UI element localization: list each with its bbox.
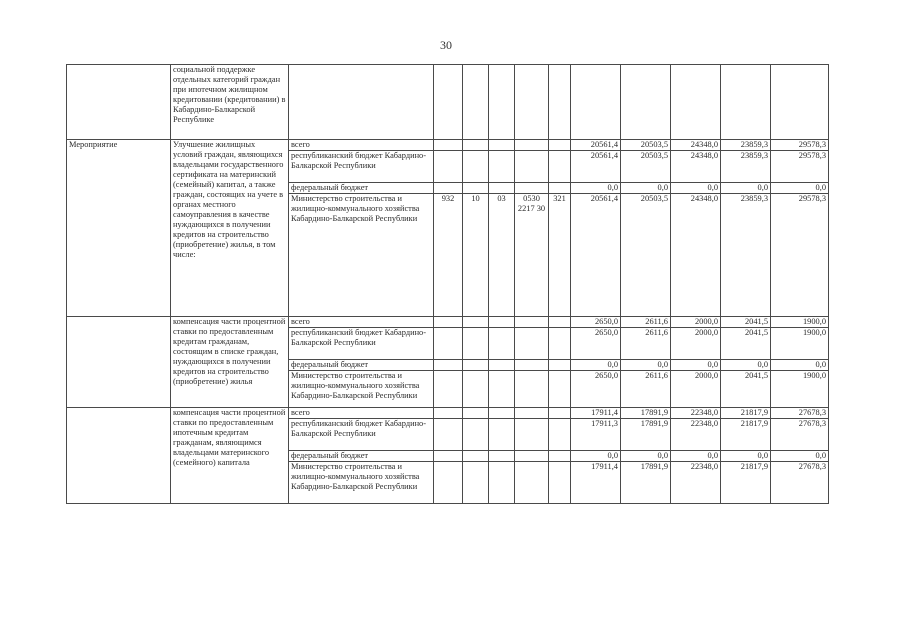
budget-code-cell bbox=[489, 317, 515, 328]
amount-cell: 2611,6 bbox=[621, 328, 671, 360]
budget-code-cell bbox=[434, 451, 463, 462]
amount-cell: 29578,3 bbox=[771, 140, 829, 151]
amount-cell: 20503,5 bbox=[621, 140, 671, 151]
amount-cell: 20561,4 bbox=[571, 140, 621, 151]
budget-code-cell bbox=[434, 183, 463, 194]
budget-table bbox=[66, 64, 829, 504]
budget-code-cell: 321 bbox=[549, 194, 571, 317]
amount-cell: 20503,5 bbox=[621, 194, 671, 317]
amount-cell: 2000,0 bbox=[671, 317, 721, 328]
page-number: 30 bbox=[440, 38, 452, 52]
budget-code-cell bbox=[463, 65, 489, 140]
amount-cell: 0,0 bbox=[571, 451, 621, 462]
amount-cell: 0,0 bbox=[721, 360, 771, 371]
amount-cell: 0,0 bbox=[621, 183, 671, 194]
budget-code-cell bbox=[489, 65, 515, 140]
amount-cell: 0,0 bbox=[721, 451, 771, 462]
amount-cell: 17891,9 bbox=[621, 462, 671, 504]
budget-code-cell: 932 bbox=[434, 194, 463, 317]
amount-cell: 17911,4 bbox=[571, 408, 621, 419]
budget-code-cell bbox=[489, 462, 515, 504]
amount-cell: 27678,3 bbox=[771, 419, 829, 451]
budget-code-cell bbox=[515, 183, 549, 194]
budget-code-cell bbox=[549, 140, 571, 151]
amount-cell bbox=[721, 65, 771, 140]
budget-code-cell bbox=[549, 462, 571, 504]
amount-cell: 0,0 bbox=[571, 183, 621, 194]
budget-code-cell: 10 bbox=[463, 194, 489, 317]
budget-code-cell bbox=[489, 408, 515, 419]
budget-code-cell bbox=[515, 371, 549, 408]
amount-cell: 2041,5 bbox=[721, 317, 771, 328]
amount-cell bbox=[621, 65, 671, 140]
budget-code-cell bbox=[515, 317, 549, 328]
measure-description-cell: компенсация части процентной ставки по предоставленным кредитам гражданам, состоящим в списке граждан, нуждающихся в получении кредитов на строительство (приобретение) жилья bbox=[171, 317, 289, 408]
amount-cell: 17891,9 bbox=[621, 419, 671, 451]
budget-code-cell bbox=[463, 317, 489, 328]
funding-source-cell: Министерство строительства и жилищно-коммунального хозяйства Кабардино-Балкарской Республики bbox=[289, 371, 434, 408]
funding-source-cell: всего bbox=[289, 408, 434, 419]
budget-code-cell bbox=[434, 140, 463, 151]
amount-cell: 2650,0 bbox=[571, 371, 621, 408]
amount-cell: 0,0 bbox=[771, 360, 829, 371]
amount-cell: 23859,3 bbox=[721, 194, 771, 317]
budget-code-cell bbox=[515, 462, 549, 504]
table-row bbox=[67, 408, 829, 419]
budget-code-cell bbox=[489, 451, 515, 462]
budget-code-cell bbox=[463, 462, 489, 504]
amount-cell: 1900,0 bbox=[771, 371, 829, 408]
amount-cell: 2041,5 bbox=[721, 371, 771, 408]
amount-cell: 20561,4 bbox=[571, 194, 621, 317]
amount-cell: 17891,9 bbox=[621, 408, 671, 419]
amount-cell: 20503,5 bbox=[621, 151, 671, 183]
funding-source-cell: всего bbox=[289, 317, 434, 328]
budget-code-cell bbox=[463, 371, 489, 408]
budget-code-cell bbox=[434, 360, 463, 371]
measure-description-cell: Улучшение жилищных условий граждан, являющихся владельцами государственного сертификата на материнский (семейный) капитал, а также граждан, состоящих на учете в органах местного самоуправления в качестве нуждающихся в получении кредитов на строительство (приобретение) жилья, в том числе: bbox=[171, 140, 289, 317]
budget-code-cell bbox=[515, 65, 549, 140]
amount-cell: 27678,3 bbox=[771, 462, 829, 504]
budget-code-cell bbox=[515, 451, 549, 462]
amount-cell: 24348,0 bbox=[671, 194, 721, 317]
amount-cell: 0,0 bbox=[621, 451, 671, 462]
budget-code-cell bbox=[463, 140, 489, 151]
budget-code-cell bbox=[434, 328, 463, 360]
budget-code-cell bbox=[549, 451, 571, 462]
budget-code-cell bbox=[463, 183, 489, 194]
measure-type-cell: Мероприятие bbox=[67, 140, 171, 317]
budget-code-cell bbox=[434, 371, 463, 408]
amount-cell: 0,0 bbox=[671, 451, 721, 462]
budget-code-cell bbox=[489, 419, 515, 451]
amount-cell: 21817,9 bbox=[721, 419, 771, 451]
amount-cell: 1900,0 bbox=[771, 317, 829, 328]
amount-cell: 23859,3 bbox=[721, 151, 771, 183]
amount-cell: 23859,3 bbox=[721, 140, 771, 151]
budget-code-cell bbox=[489, 371, 515, 408]
budget-code-cell bbox=[515, 408, 549, 419]
budget-code-cell bbox=[549, 408, 571, 419]
amount-cell: 0,0 bbox=[571, 360, 621, 371]
funding-source-cell: республиканский бюджет Кабардино-Балкарской Республики bbox=[289, 328, 434, 360]
funding-source-cell: федеральный бюджет bbox=[289, 183, 434, 194]
table-row bbox=[67, 65, 829, 140]
budget-code-cell bbox=[489, 140, 515, 151]
amount-cell: 0,0 bbox=[721, 183, 771, 194]
amount-cell: 27678,3 bbox=[771, 408, 829, 419]
funding-source-cell: Министерство строительства и жилищно-коммунального хозяйства Кабардино-Балкарской Республики bbox=[289, 194, 434, 317]
funding-source-cell: федеральный бюджет bbox=[289, 360, 434, 371]
budget-code-cell bbox=[489, 360, 515, 371]
measure-type-cell bbox=[67, 408, 171, 504]
budget-code-cell bbox=[434, 419, 463, 451]
budget-code-cell bbox=[515, 419, 549, 451]
budget-code-cell bbox=[549, 317, 571, 328]
budget-code-cell bbox=[434, 65, 463, 140]
budget-code-cell bbox=[463, 408, 489, 419]
amount-cell: 1900,0 bbox=[771, 328, 829, 360]
measure-description-cell: компенсация части процентной ставки по предоставленным ипотечным кредитам гражданам, являющимся владельцами материнского (семейного) капитала bbox=[171, 408, 289, 504]
budget-code-cell bbox=[549, 371, 571, 408]
amount-cell: 0,0 bbox=[671, 183, 721, 194]
budget-code-cell: 03 bbox=[489, 194, 515, 317]
budget-code-cell bbox=[434, 317, 463, 328]
amount-cell: 0,0 bbox=[671, 360, 721, 371]
amount-cell: 22348,0 bbox=[671, 419, 721, 451]
amount-cell: 17911,3 bbox=[571, 419, 621, 451]
amount-cell: 2000,0 bbox=[671, 328, 721, 360]
amount-cell: 24348,0 bbox=[671, 151, 721, 183]
budget-code-cell bbox=[489, 328, 515, 360]
amount-cell: 20561,4 bbox=[571, 151, 621, 183]
budget-code-cell bbox=[549, 419, 571, 451]
budget-code-cell bbox=[489, 183, 515, 194]
budget-code-cell bbox=[489, 151, 515, 183]
amount-cell: 22348,0 bbox=[671, 462, 721, 504]
budget-code-cell bbox=[549, 360, 571, 371]
amount-cell: 2611,6 bbox=[621, 371, 671, 408]
measure-description-cell: социальной поддержке отдельных категорий граждан при ипотечном жилищном кредитовании (кредитовании) в Кабардино-Балкарской Республике bbox=[171, 65, 289, 140]
amount-cell: 17911,4 bbox=[571, 462, 621, 504]
amount-cell: 2000,0 bbox=[671, 371, 721, 408]
amount-cell: 2650,0 bbox=[571, 328, 621, 360]
amount-cell bbox=[571, 65, 621, 140]
amount-cell: 29578,3 bbox=[771, 151, 829, 183]
measure-type-cell bbox=[67, 65, 171, 140]
table-row bbox=[67, 140, 829, 151]
budget-code-cell bbox=[515, 360, 549, 371]
budget-code-cell bbox=[463, 328, 489, 360]
budget-code-cell: 0530 2217 30 bbox=[515, 194, 549, 317]
funding-source-cell: федеральный бюджет bbox=[289, 451, 434, 462]
budget-code-cell bbox=[434, 151, 463, 183]
measure-type-cell bbox=[67, 317, 171, 408]
budget-code-cell bbox=[463, 419, 489, 451]
budget-code-cell bbox=[549, 65, 571, 140]
amount-cell: 29578,3 bbox=[771, 194, 829, 317]
budget-code-cell bbox=[463, 151, 489, 183]
budget-code-cell bbox=[549, 151, 571, 183]
budget-code-cell bbox=[434, 462, 463, 504]
funding-source-cell: республиканский бюджет Кабардино-Балкарской Республики bbox=[289, 151, 434, 183]
amount-cell: 21817,9 bbox=[721, 462, 771, 504]
amount-cell: 2041,5 bbox=[721, 328, 771, 360]
amount-cell: 0,0 bbox=[621, 360, 671, 371]
amount-cell bbox=[771, 65, 829, 140]
amount-cell: 24348,0 bbox=[671, 140, 721, 151]
funding-source-cell: всего bbox=[289, 140, 434, 151]
funding-source-cell bbox=[289, 65, 434, 140]
budget-code-cell bbox=[515, 151, 549, 183]
amount-cell: 21817,9 bbox=[721, 408, 771, 419]
amount-cell: 0,0 bbox=[771, 451, 829, 462]
budget-code-cell bbox=[549, 328, 571, 360]
budget-code-cell bbox=[463, 451, 489, 462]
budget-code-cell bbox=[463, 360, 489, 371]
table-row bbox=[67, 317, 829, 328]
budget-code-cell bbox=[549, 183, 571, 194]
funding-source-cell: республиканский бюджет Кабардино-Балкарской Республики bbox=[289, 419, 434, 451]
budget-code-cell bbox=[515, 328, 549, 360]
budget-code-cell bbox=[434, 408, 463, 419]
funding-source-cell: Министерство строительства и жилищно-коммунального хозяйства Кабардино-Балкарской Республики bbox=[289, 462, 434, 504]
amount-cell: 2650,0 bbox=[571, 317, 621, 328]
amount-cell bbox=[671, 65, 721, 140]
amount-cell: 0,0 bbox=[771, 183, 829, 194]
budget-code-cell bbox=[515, 140, 549, 151]
amount-cell: 22348,0 bbox=[671, 408, 721, 419]
amount-cell: 2611,6 bbox=[621, 317, 671, 328]
